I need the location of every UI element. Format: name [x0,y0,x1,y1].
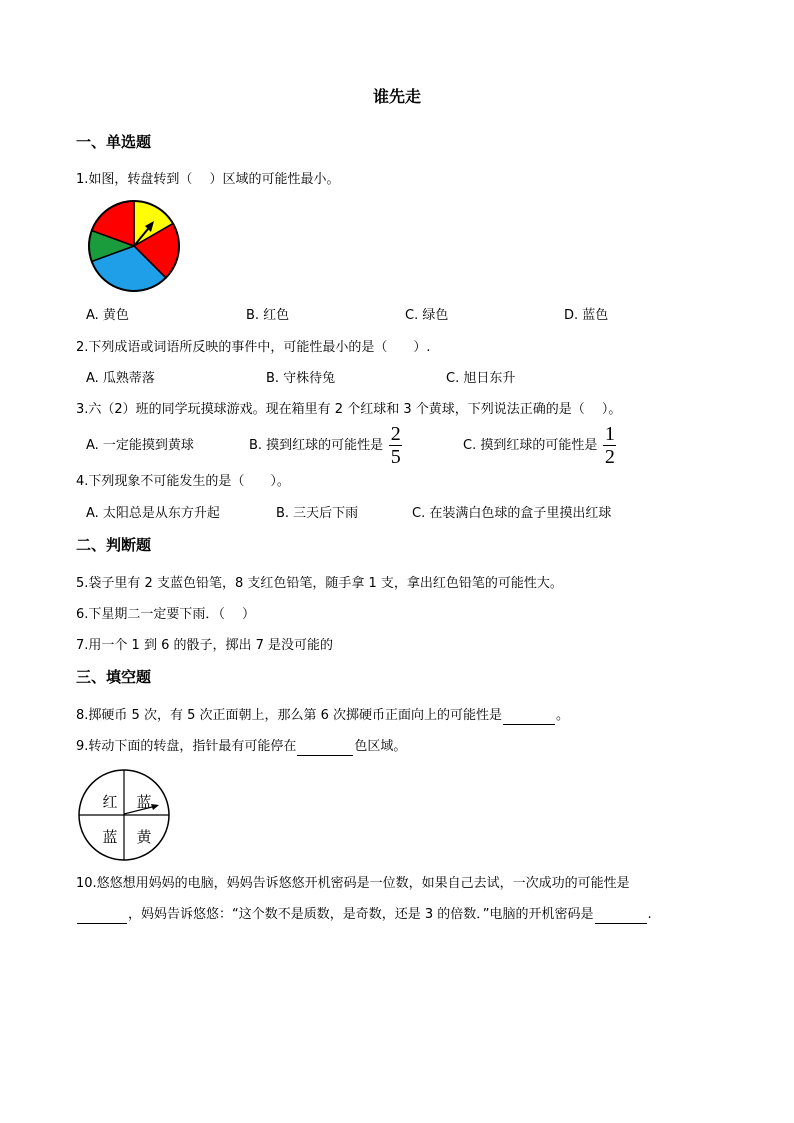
quadrant-label-yellow: 黄 [136,828,152,846]
q1-option-b: B. 红色 [246,308,290,323]
q2-option-a: A. 瓜熟蒂落 [86,371,155,386]
q3-option-a: A. 一定能摸到黄球 [86,438,194,453]
spinner-quadrant-image [76,768,172,862]
answer-blank [297,741,353,756]
q4-option-b: B. 三天后下雨 [276,506,359,521]
q3-option-b-label: B. 摸到红球的可能性是 [249,438,384,453]
section-heading-judge: 二、判断题 [76,536,152,554]
question-5-text: 5.袋子里有 2 支蓝色铅笔，8 支红色铅笔，随手拿 1 支，拿出红色铅笔的可能性大。 [76,576,563,591]
q2-option-c: C. 旭日东升 [446,371,516,386]
question-10-end: . [647,907,652,922]
fraction-two-fifths [389,424,402,467]
question-8-end: 。 [556,708,570,723]
question-4-text: 4.下列现象不可能发生的是（ ）。 [76,474,290,489]
quadrant-label-red: 红 [102,793,118,811]
question-10-line-2 [76,906,652,924]
question-1-text: 1.如图，转盘转到（ ）区域的可能性最小。 [76,172,340,187]
question-8 [76,707,569,725]
q1-option-c: C. 绿色 [405,308,449,323]
q1-option-a: A. 黄色 [86,308,129,323]
quadrant-label-blue-bottom: 蓝 [102,828,118,846]
q2-option-b: B. 守株待兔 [266,371,336,386]
answer-blank [595,909,647,924]
q3-option-b [249,424,402,468]
fraction-numerator: 2 [390,423,401,445]
q4-option-a: A. 太阳总是从东方升起 [86,506,220,521]
fraction-denominator: 2 [604,446,615,468]
question-10-text: ，妈妈告诉悠悠：“这个数不是质数，是奇数，还是 3 的倍数．”电脑的开机密码是 [128,907,594,922]
fraction-one-half [603,424,616,467]
q3-option-c-label: C. 摸到红球的可能性是 [463,438,598,453]
answer-blank [77,909,127,924]
spinner-colored-image [88,200,180,292]
question-6-text: 6.下星期二一定要下雨．（ ） [76,607,256,622]
q4-option-c: C. 在装满白色球的盒子里摸出红球 [412,506,612,521]
question-7-text: 7.用一个 1 到 6 的骰子，掷出 7 是没可能的 [76,638,334,653]
q1-option-d: D. 蓝色 [564,308,609,323]
question-8-text: 8.掷硬币 5 次，有 5 次正面朝上，那么第 6 次掷硬币正面向上的可能性是 [76,708,503,723]
question-9-end: 色区域。 [354,739,407,754]
question-2-text: 2.下列成语或词语所反映的事件中，可能性最小的是（ ）. [76,340,431,355]
fraction-numerator: 1 [604,423,615,445]
question-10-line-1: 10.悠悠想用妈妈的电脑，妈妈告诉悠悠开机密码是一位数，如果自己去试，一次成功的可能性是 [76,876,630,891]
answer-blank [503,710,555,725]
question-9 [76,738,406,756]
page-title: 谁先走 [372,87,421,106]
section-heading-fill: 三、填空题 [76,668,152,686]
fraction-denominator: 5 [390,446,401,468]
section-heading-single-choice: 一、单选题 [76,133,152,151]
quadrant-label-blue-top: 蓝 [136,793,152,811]
q3-option-c [463,424,616,468]
question-9-text: 9.转动下面的转盘，指针最有可能停在 [76,739,297,754]
question-3-text: 3.六（2）班的同学玩摸球游戏。现在箱里有 2 个红球和 3 个黄球，下列说法正确的是（ ）。 [76,402,622,417]
